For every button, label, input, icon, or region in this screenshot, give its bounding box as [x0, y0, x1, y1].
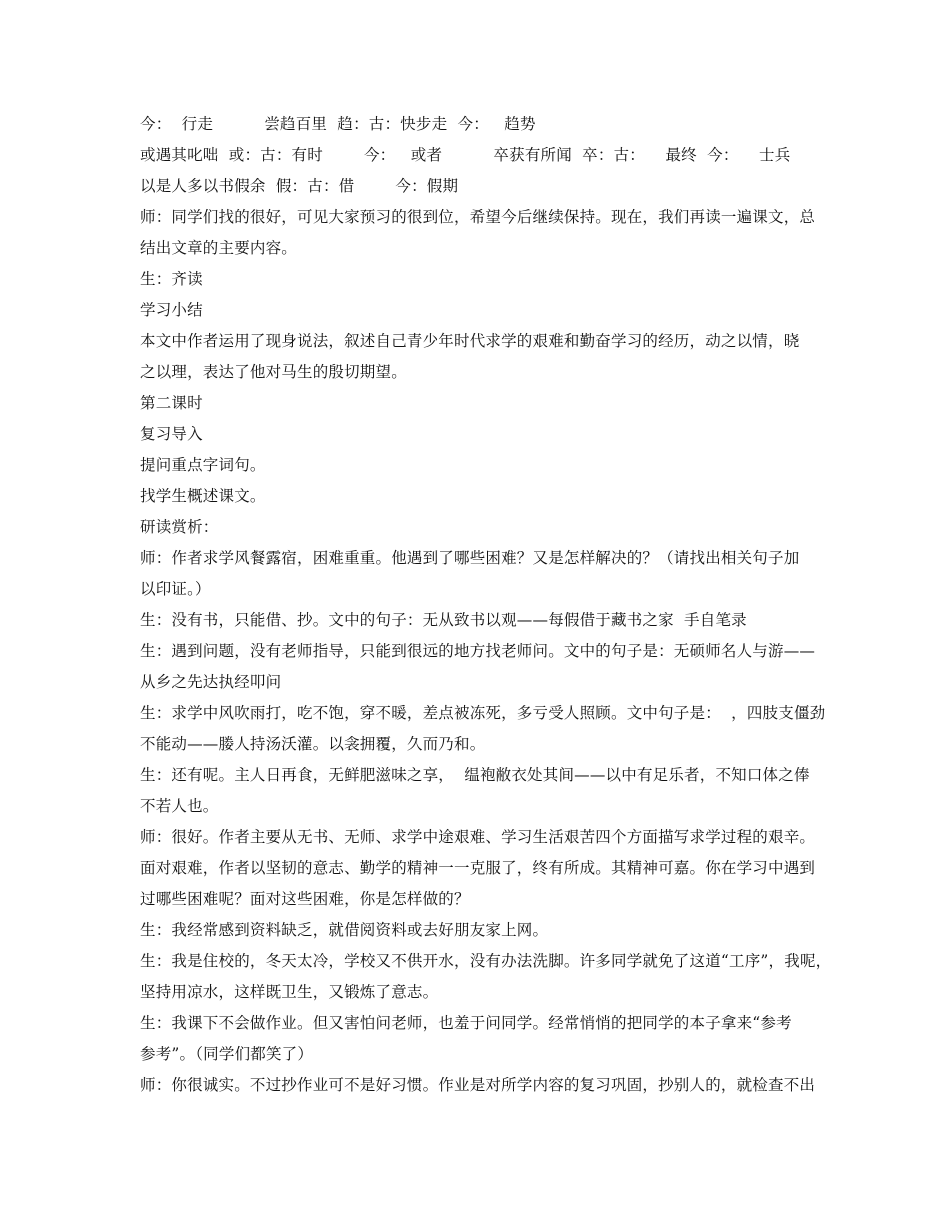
text-line: 生：没有书，只能借、抄。文中的句子：无从致书以观——每假借于藏书之家 手自笔录 [140, 611, 747, 629]
text-line: 师：很好。作者主要从无书、无师、求学中途艰难、学习生活艰苦四个方面描写求学过程的艰辛。 [140, 828, 816, 846]
text-line: 以印证。） [140, 580, 211, 598]
text-line: 生：还有呢。主人日再食，无鲜肥滋味之享， 缊袍敝衣处其间——以中有足乐者，不知口体之俸 [140, 766, 810, 784]
text-line: 从乡之先达执经叩问 [140, 673, 282, 691]
text-line: 生：求学中风吹雨打，吃不饱，穿不暖，差点被冻死，多亏受人照顾。文中句子是： ，四肢支僵劲 [140, 704, 826, 722]
text-line: 以是人多以书假余 假：古：借 今：假期 [140, 177, 459, 195]
section-heading: 复习导入 [140, 425, 203, 443]
text-line: 生：我课下不会做作业。但又害怕问老师，也羞于问同学。经常悄悄的把同学的本子拿来“参考 [140, 1014, 792, 1032]
text-line: 或遇其叱咄 或：古：有时 今： 或者 卒获有所闻 卒：古： 最终 今： 士兵 [140, 146, 791, 164]
text-line: 不能动——媵人持汤沃灌。以衾拥覆，久而乃和。 [140, 735, 486, 753]
text-line: 本文中作者运用了现身说法，叙述自己青少年时代求学的艰难和勤奋学习的经历，动之以情，晓 [140, 332, 800, 350]
text-line: 提问重点字词句。 [140, 456, 266, 474]
text-line: 生：我是住校的，冬天太冷，学校又不供开水，没有办法洗脚。许多同学就免了这道“工序”，我呢， [140, 952, 832, 970]
section-heading: 研读赏析： [140, 518, 219, 536]
text-line: 之以理，表达了他对马生的殷切期望。 [140, 363, 407, 381]
text-line: 面对艰难，作者以坚韧的意志、勤学的精神一一克服了，终有所成。其精神可嘉。你在学习中遇到 [140, 859, 816, 877]
document-body [140, 109, 832, 1101]
text-line: 坚持用凉水，这样既卫生，又锻炼了意志。 [140, 983, 439, 1001]
text-line: 过哪些困难呢？面对这些困难，你是怎样做的？ [140, 890, 470, 908]
section-heading: 第二课时 [140, 394, 203, 412]
text-line: 师：作者求学风餐露宿，困难重重。他遇到了哪些困难？又是怎样解决的？（请找出相关句子加 [140, 549, 800, 567]
text-line: 今： 行走 尝趋百里 趋：古：快步走 今： 趋势 [140, 115, 536, 133]
text-line: 生：我经常感到资料缺乏，就借阅资料或去好朋友家上网。 [140, 921, 549, 939]
text-line: 师：你很诚实。不过抄作业可不是好习惯。作业是对所学内容的复习巩固，抄别人的，就检查不出 [140, 1076, 816, 1094]
text-line: 生：遇到问题，没有老师指导，只能到很远的地方找老师问。文中的句子是：无硕师名人与游—— [140, 642, 816, 660]
text-line: 生：齐读 [140, 270, 203, 288]
text-line: 不若人也。 [140, 797, 219, 815]
section-heading: 学习小结 [140, 301, 203, 319]
text-line: 参考”。（同学们都笑了） [140, 1045, 314, 1063]
text-line: 师：同学们找的很好，可见大家预习的很到位，希望今后继续保持。现在，我们再读一遍课文，总 [140, 208, 816, 226]
text-line: 结出文章的主要内容。 [140, 239, 298, 257]
text-line: 找学生概述课文。 [140, 487, 266, 505]
